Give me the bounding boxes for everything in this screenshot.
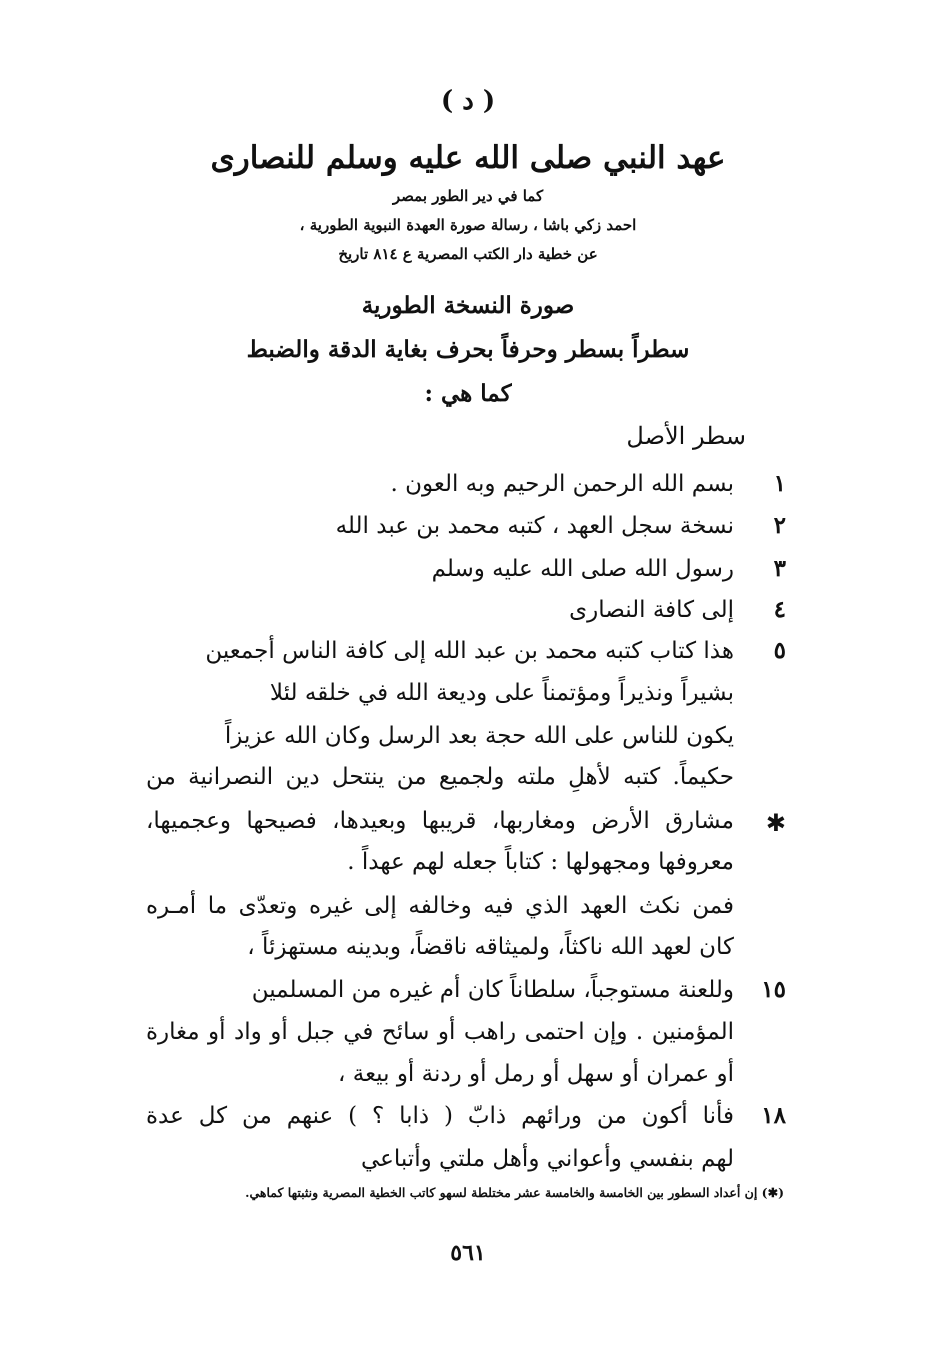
original-line-label: سطر الأصل <box>626 422 746 450</box>
text-line <box>146 890 786 922</box>
line-text: المؤمنين . وإن احتمى راهب أو سائح في جبل أو واد أو مغارة <box>146 1019 734 1045</box>
line-text: بسم الله الرحمن الرحيم وبه العون . <box>390 471 734 497</box>
source-line-3: عن خطية دار الكتب المصرية ع ٨١٤ تاريخ <box>338 245 598 263</box>
text-line <box>146 594 786 626</box>
subtitle-1: صورة النسخة الطورية <box>361 292 575 319</box>
page-number: ٥٦١ <box>450 1240 486 1266</box>
text-line <box>146 1100 786 1132</box>
text-line <box>146 846 786 878</box>
text-line <box>146 805 786 837</box>
asterisk-marker: ✱ <box>765 809 786 837</box>
section-letter: ( د ) <box>440 86 496 116</box>
source-line-1: كما في دير الطور بمصر <box>392 187 544 205</box>
line-text: هذا كتاب كتبه محمد بن عبد الله إلى كافة الناس أجمعين <box>205 638 734 664</box>
line-number: ٢ <box>773 512 786 539</box>
line-text: معروفها ومجهولها : كتاباً جعله لهم عهداً . <box>347 849 734 875</box>
line-number: ٤ <box>773 596 786 623</box>
line-text: بشيراً ونذيراً ومؤتمناً على وديعة الله في خلقه لئلا <box>269 680 734 706</box>
text-line <box>146 1143 786 1175</box>
line-text: نسخة سجل العهد ، كتبه محمد بن عبد الله <box>335 513 734 539</box>
line-number: ٣ <box>773 555 786 582</box>
text-line <box>146 553 786 585</box>
source-line-2: احمد زكي باشا ، رسالة صورة العهدة النبوية الطورية ، <box>299 216 637 234</box>
line-text: حكيماً. كتبه لأهلِ ملته ولجميع من ينتحل دين النصرانية من <box>146 764 734 790</box>
text-line <box>146 677 786 709</box>
text-line <box>146 720 786 752</box>
line-text: وللعنة مستوجباً، سلطاناً كان أم غيره من المسلمين <box>251 977 734 1003</box>
text-line <box>146 1016 786 1048</box>
subtitle-3: كما هي : <box>424 380 512 407</box>
line-text: رسول الله صلى الله عليه وسلم <box>431 556 734 582</box>
line-text: إلى كافة النصارى <box>569 597 734 623</box>
line-number: ١ <box>773 470 786 497</box>
text-line <box>146 635 786 667</box>
line-number: ٥ <box>773 637 786 664</box>
line-text: فمن نكث العهد الذي فيه وخالفه إلى غيره وتعدّى ما أمـره <box>146 893 734 919</box>
text-line <box>146 974 786 1006</box>
footnote: (✱) إن أعداد السطور بين الخامسة والخامسة عشر مختلطة لسهو كاتب الخطية المصرية ونثبتها كماهي. <box>245 1185 784 1200</box>
line-text: لهم بنفسي وأعواني وأهل ملتي وأتباعي <box>360 1146 734 1172</box>
subtitle-2: سطراً بسطر وحرفاً بحرف بغاية الدقة والضبط <box>246 336 690 363</box>
line-text: أو عمران أو سهل أو رمل أو ردنة أو بيعة ، <box>338 1061 734 1087</box>
text-line <box>146 1058 786 1090</box>
line-number: ١٥ <box>761 976 786 1003</box>
text-line <box>146 468 786 500</box>
text-line <box>146 761 786 793</box>
line-number: ١٨ <box>761 1102 786 1129</box>
line-text: مشارق الأرض ومغاربها، قريبها وبعيدها، فصيحها وعجميها، <box>146 808 734 834</box>
line-text: يكون للناس على الله حجة بعد الرسل وكان الله عزيزاً <box>224 723 734 749</box>
line-text: فأنا أكون من ورائهم ذابّ ( ذابا ؟ ) عنهم من كل عدة <box>146 1103 734 1129</box>
page-title: عهد النبي صلى الله عليه وسلم للنصارى <box>210 140 726 176</box>
text-line <box>146 931 786 963</box>
line-text: كان لعهد الله ناكثاً، ولميثاقه ناقضاً، وبدينه مستهزئاً ، <box>247 934 734 960</box>
text-line <box>146 510 786 542</box>
